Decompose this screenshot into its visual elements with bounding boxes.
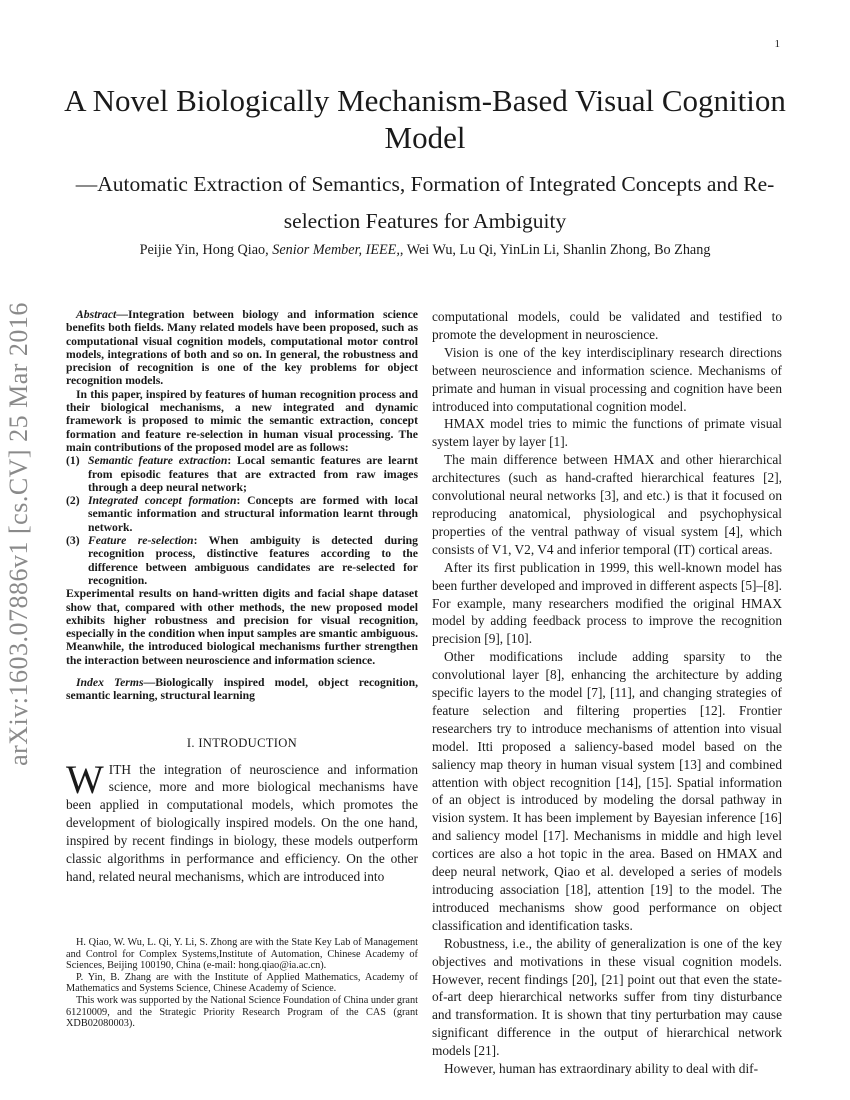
paper-subtitle: —Automatic Extraction of Semantics, Formation of Integrated Concepts and Re-selection Features for Ambiguity (75, 172, 775, 233)
index-terms-text: —Biologically inspired model, object recognition, semantic learning, structural learning (66, 676, 418, 703)
author-list (60, 242, 790, 259)
introduction-text: ITH the integration of neuroscience and information science, more and more biological mechanisms have been applied in computational models, which promotes the development of biologically inspired models. On the one hand, inspired by recent findings in biology, these models outperform classic algorithms in performance and efficiency. On the other hand, related neural mechanisms, which are introduced into (66, 761, 418, 884)
dropcap-letter: W (66, 756, 104, 802)
abstract-paragraph-3: Experimental results on hand-written digits and facial shape dataset show that, compared with other methods, the new proposed model exhibits higher robustness and precision for visual recognition, especially in the condition when input samples are smantic ambiguous. Meanwhile, the introduced biological mechanisms further strengthen the interaction between neuroscience and information science. (66, 587, 418, 667)
contribution-item-3: (3) Feature re-selection: When ambiguity is detected during recognition process, distinctive features according to the difference between ambiguous candidates are re-selected for recognition. (66, 534, 418, 587)
abstract-label: Abstract (76, 308, 117, 321)
body-paragraph-5: After its first publication in 1999, this well-known model has been further developed and improved in different aspects [5]–[8]. For example, many researchers modified the original HMAX model by adding feedback process to improve the recognition precision [9], [10]. (432, 559, 782, 647)
body-paragraph-3: HMAX model tries to mimic the functions of primate visual system layer by layer [1]. (432, 416, 782, 450)
authors-after: , Wei Wu, Lu Qi, YinLin Li, Shanlin Zhong, Bo Zhang (399, 242, 711, 258)
right-column (432, 308, 782, 1078)
body-paragraph-8: However, human has extraordinary ability to deal with dif- (444, 1061, 759, 1077)
affiliation-footnote (66, 937, 418, 1030)
section-heading-introduction: I. INTRODUCTION (186, 735, 298, 750)
abstract-text: —Integration between biology and information science benefits both fields. Many related models have been proposed, such as computational visual cognition models, computational motor control models, integrations of both and so on. In general, the robustness and precision of recognition is one of the key problems for object recognition models. (66, 308, 418, 388)
abstract (66, 308, 418, 703)
contribution-item-1: (1) Semantic feature extraction: Local semantic features are learnt from episodic features that are extracted from raw images through a deep neural network; (66, 454, 418, 494)
contribution-item-2: (2) Integrated concept formation: Concepts are formed with local semantic information and structural information learnt through network. (66, 494, 418, 534)
paper-title: A Novel Biologically Mechanism-Based Visual Cognition Model (64, 83, 786, 155)
body-paragraph-6: Other modifications include adding sparsity to the convolutional layer [8], enhancing the architecture by adding specific layers to the model [7], [11], and changing strategies of feature selection and filtering properties [12]. Frontier researchers try to introduce mechanisms of attention into visual model. Itti proposed a saliency-based model based on the saliency map theory in human visual system [13] and combined attention with object recognition [14], [15]. Spatial information of an object is introduced by modeling the dorsal pathway in vision system. It has been implement by Bayesian inference [16] and saliency model [17]. Mechanisms in middle and high level cortices are also a hot topic in the area. Based on HMAX and deep neural network, Qiao et al. developed a series of models introducing association [18], attention [19] to the model. The introduced mechanisms show good performance on object classification and identification tasks. (432, 649, 782, 933)
introduction-paragraph (66, 756, 418, 886)
body-paragraph-1: computational models, could be validated and testified to promote the development in neuroscience. (432, 309, 782, 342)
index-terms-label: Index Terms (76, 676, 144, 690)
body-paragraph-7: Robustness, i.e., the ability of generalization is one of the key objectives and motivations in these visual cognition models. However, recent findings [20], [21] point out that even the state-of-art deep hierarchical networks suffer from tiny disturbance and transformation. It is shown that tiny perturbation may cause significant difference in the output of hierarchical network models [21]. (432, 935, 782, 1059)
body-paragraph-2: Vision is one of the key interdisciplinary research directions between neuroscience and information science. Mechanisms of primate and human in visual processing and cognition have been introduced into computational cognition model. (432, 344, 782, 414)
page-number: 1 (774, 38, 780, 50)
authors-before: Peijie Yin, Hong Qiao, (139, 242, 269, 258)
index-terms (66, 676, 418, 703)
authors-role: Senior Member, IEEE, (272, 242, 400, 258)
arxiv-stamp-text: arXiv:1603.07886v1 [cs.CV] 25 Mar 2016 (4, 302, 33, 766)
footnote-line-3: This work was supported by the National Science Foundation of China under grant 61210009, and the Strategic Priority Research Program of the CAS (grant XDB02080003). (66, 994, 419, 1030)
left-column (66, 308, 418, 886)
body-paragraph-4: The main difference between HMAX and other hierarchical architectures (such as hand-crafted hierarchical features [2], convolutional neural networks [3], and etc.) is that it focused on reproducing anatomical, physiological and psychophysical properties of the ventral pathway of visual system [4], which consists of V1, V2, V4 and inferior temporal (IT) cortical areas. (432, 452, 782, 557)
footnote-line-1: H. Qiao, W. Wu, L. Qi, Y. Li, S. Zhong are with the State Key Lab of Management and Control for Complex Systems,Institute of Automation, Chinese Academy of Sciences, Beijing 100190, China (e-mail: hong.qiao@ia.ac.cn). (66, 937, 418, 972)
contributions-list (66, 454, 418, 587)
abstract-paragraph-2: In this paper, inspired by features of human recognition process and their biological mechanisms, a new integrated and dynamic framework is proposed to mimic the semantic extraction, concept formation and feature re-selection in human visual processing. The main contributions of the proposed model are as follows: (66, 387, 418, 454)
footnote-line-2: P. Yin, B. Zhang are with the Institute of Applied Mathematics, Academy of Mathematics and Systems Science, Chinese Academy of Science. (66, 971, 418, 995)
arxiv-stamp (4, 284, 34, 784)
